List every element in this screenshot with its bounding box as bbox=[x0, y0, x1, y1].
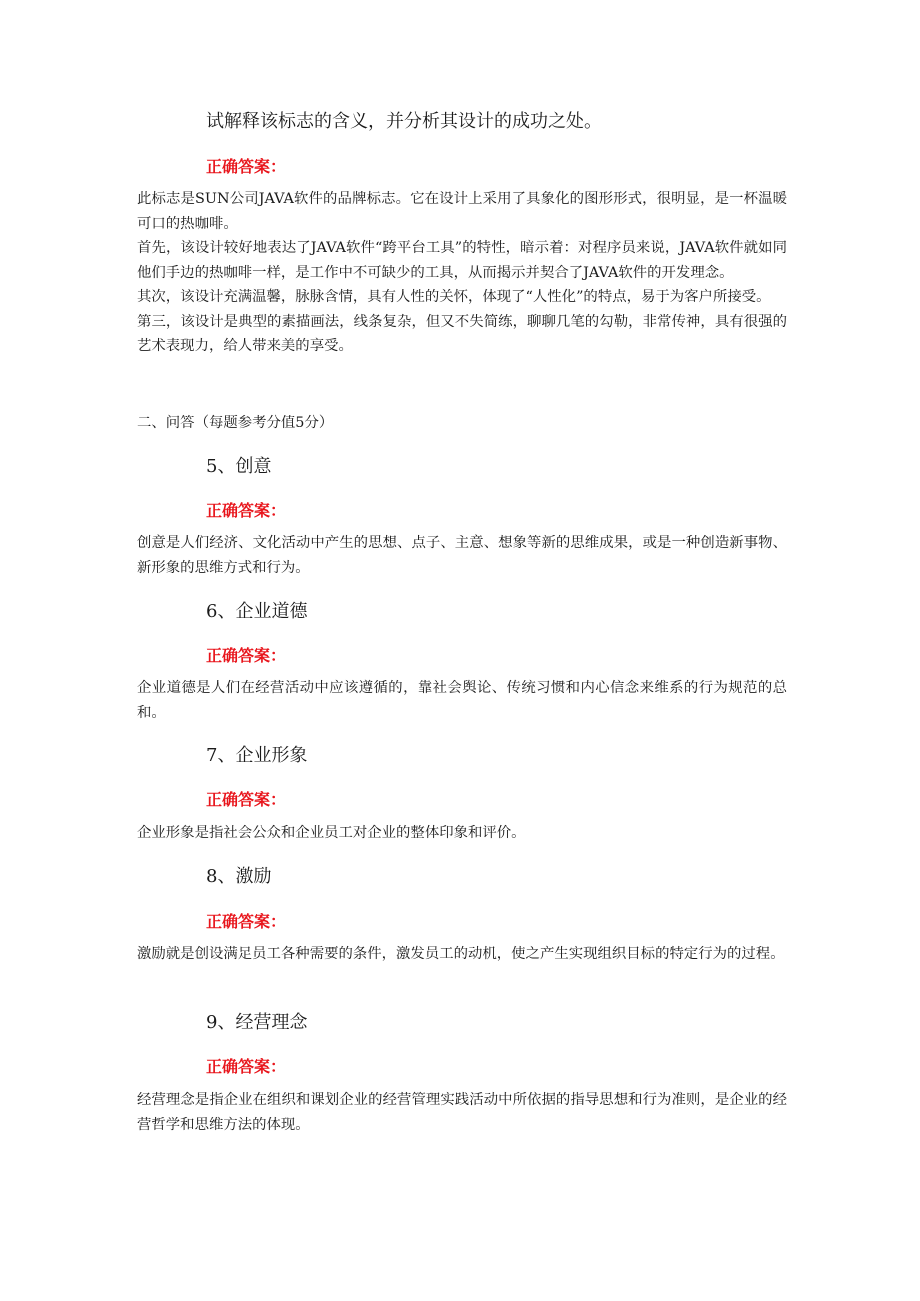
question-9-title: 9、经营理念 bbox=[206, 1012, 308, 1033]
answer-9-text: 经营理念是指企业在组织和课划企业的经营管理实践活动中所依据的指导思想和行为准则，是企业的经营哲学和思维方法的体现。 bbox=[137, 1092, 787, 1133]
answer-4-body bbox=[137, 187, 787, 359]
answer-label-4: 正确答案： bbox=[206, 157, 287, 176]
question-7-title: 7、企业形象 bbox=[206, 745, 308, 766]
answer-9-body bbox=[137, 1088, 787, 1137]
question-8-title: 8、激励 bbox=[206, 866, 272, 887]
answer-4-paragraph-1: 此标志是SUN公司JAVA软件的品牌标志。它在设计上采用了具象化的图形形式，很明显，是一杯温暖可口的热咖啡。 bbox=[137, 191, 787, 232]
answer-6-body bbox=[137, 676, 787, 725]
answer-label-6: 正确答案： bbox=[206, 646, 287, 665]
answer-6-text: 企业道德是人们在经营活动中应该遵循的，靠社会舆论、传统习惯和内心信念来维系的行为规范的总和。 bbox=[137, 680, 787, 721]
answer-label-7: 正确答案： bbox=[206, 790, 287, 809]
answer-5-text: 创意是人们经济、文化活动中产生的思想、点子、主意、想象等新的思维成果，或是一种创造新事物、新形象的思维方式和行为。 bbox=[137, 535, 787, 576]
answer-8-text: 激励就是创设满足员工各种需要的条件，激发员工的动机，使之产生实现组织目标的特定行为的过程。 bbox=[137, 946, 785, 962]
section-heading: 二、问答（每题参考分值5分） bbox=[137, 415, 334, 431]
question-4-text: 试解释该标志的含义，并分析其设计的成功之处。 bbox=[206, 111, 602, 132]
answer-4-paragraph-3: 其次，该设计充满温馨，脉脉含情，具有人性的关怀，体现了“人性化”的特点，易于为客户所接受。 bbox=[137, 289, 771, 305]
answer-7-body bbox=[137, 821, 787, 846]
answer-5-body bbox=[137, 531, 787, 580]
answer-label-5: 正确答案： bbox=[206, 501, 287, 520]
question-6-title: 6、企业道德 bbox=[206, 601, 308, 622]
question-5-title: 5、创意 bbox=[206, 456, 272, 477]
answer-8-body bbox=[137, 942, 787, 967]
answer-7-text: 企业形象是指社会公众和企业员工对企业的整体印象和评价。 bbox=[137, 825, 526, 841]
answer-4-paragraph-4: 第三，该设计是典型的素描画法，线条复杂，但又不失简练，聊聊几笔的勾勒，非常传神，具有很强的艺术表现力，给人带来美的享受。 bbox=[137, 313, 787, 354]
answer-label-8: 正确答案： bbox=[206, 912, 287, 931]
answer-label-9: 正确答案： bbox=[206, 1057, 287, 1076]
answer-4-paragraph-2: 首先，该设计较好地表达了JAVA软件“跨平台工具”的特性，暗示着：对程序员来说，JAVA软件就如同他们手边的热咖啡一样，是工作中不可缺少的工具，从而揭示并契合了JAVA软件的开发理念。 bbox=[137, 240, 787, 281]
